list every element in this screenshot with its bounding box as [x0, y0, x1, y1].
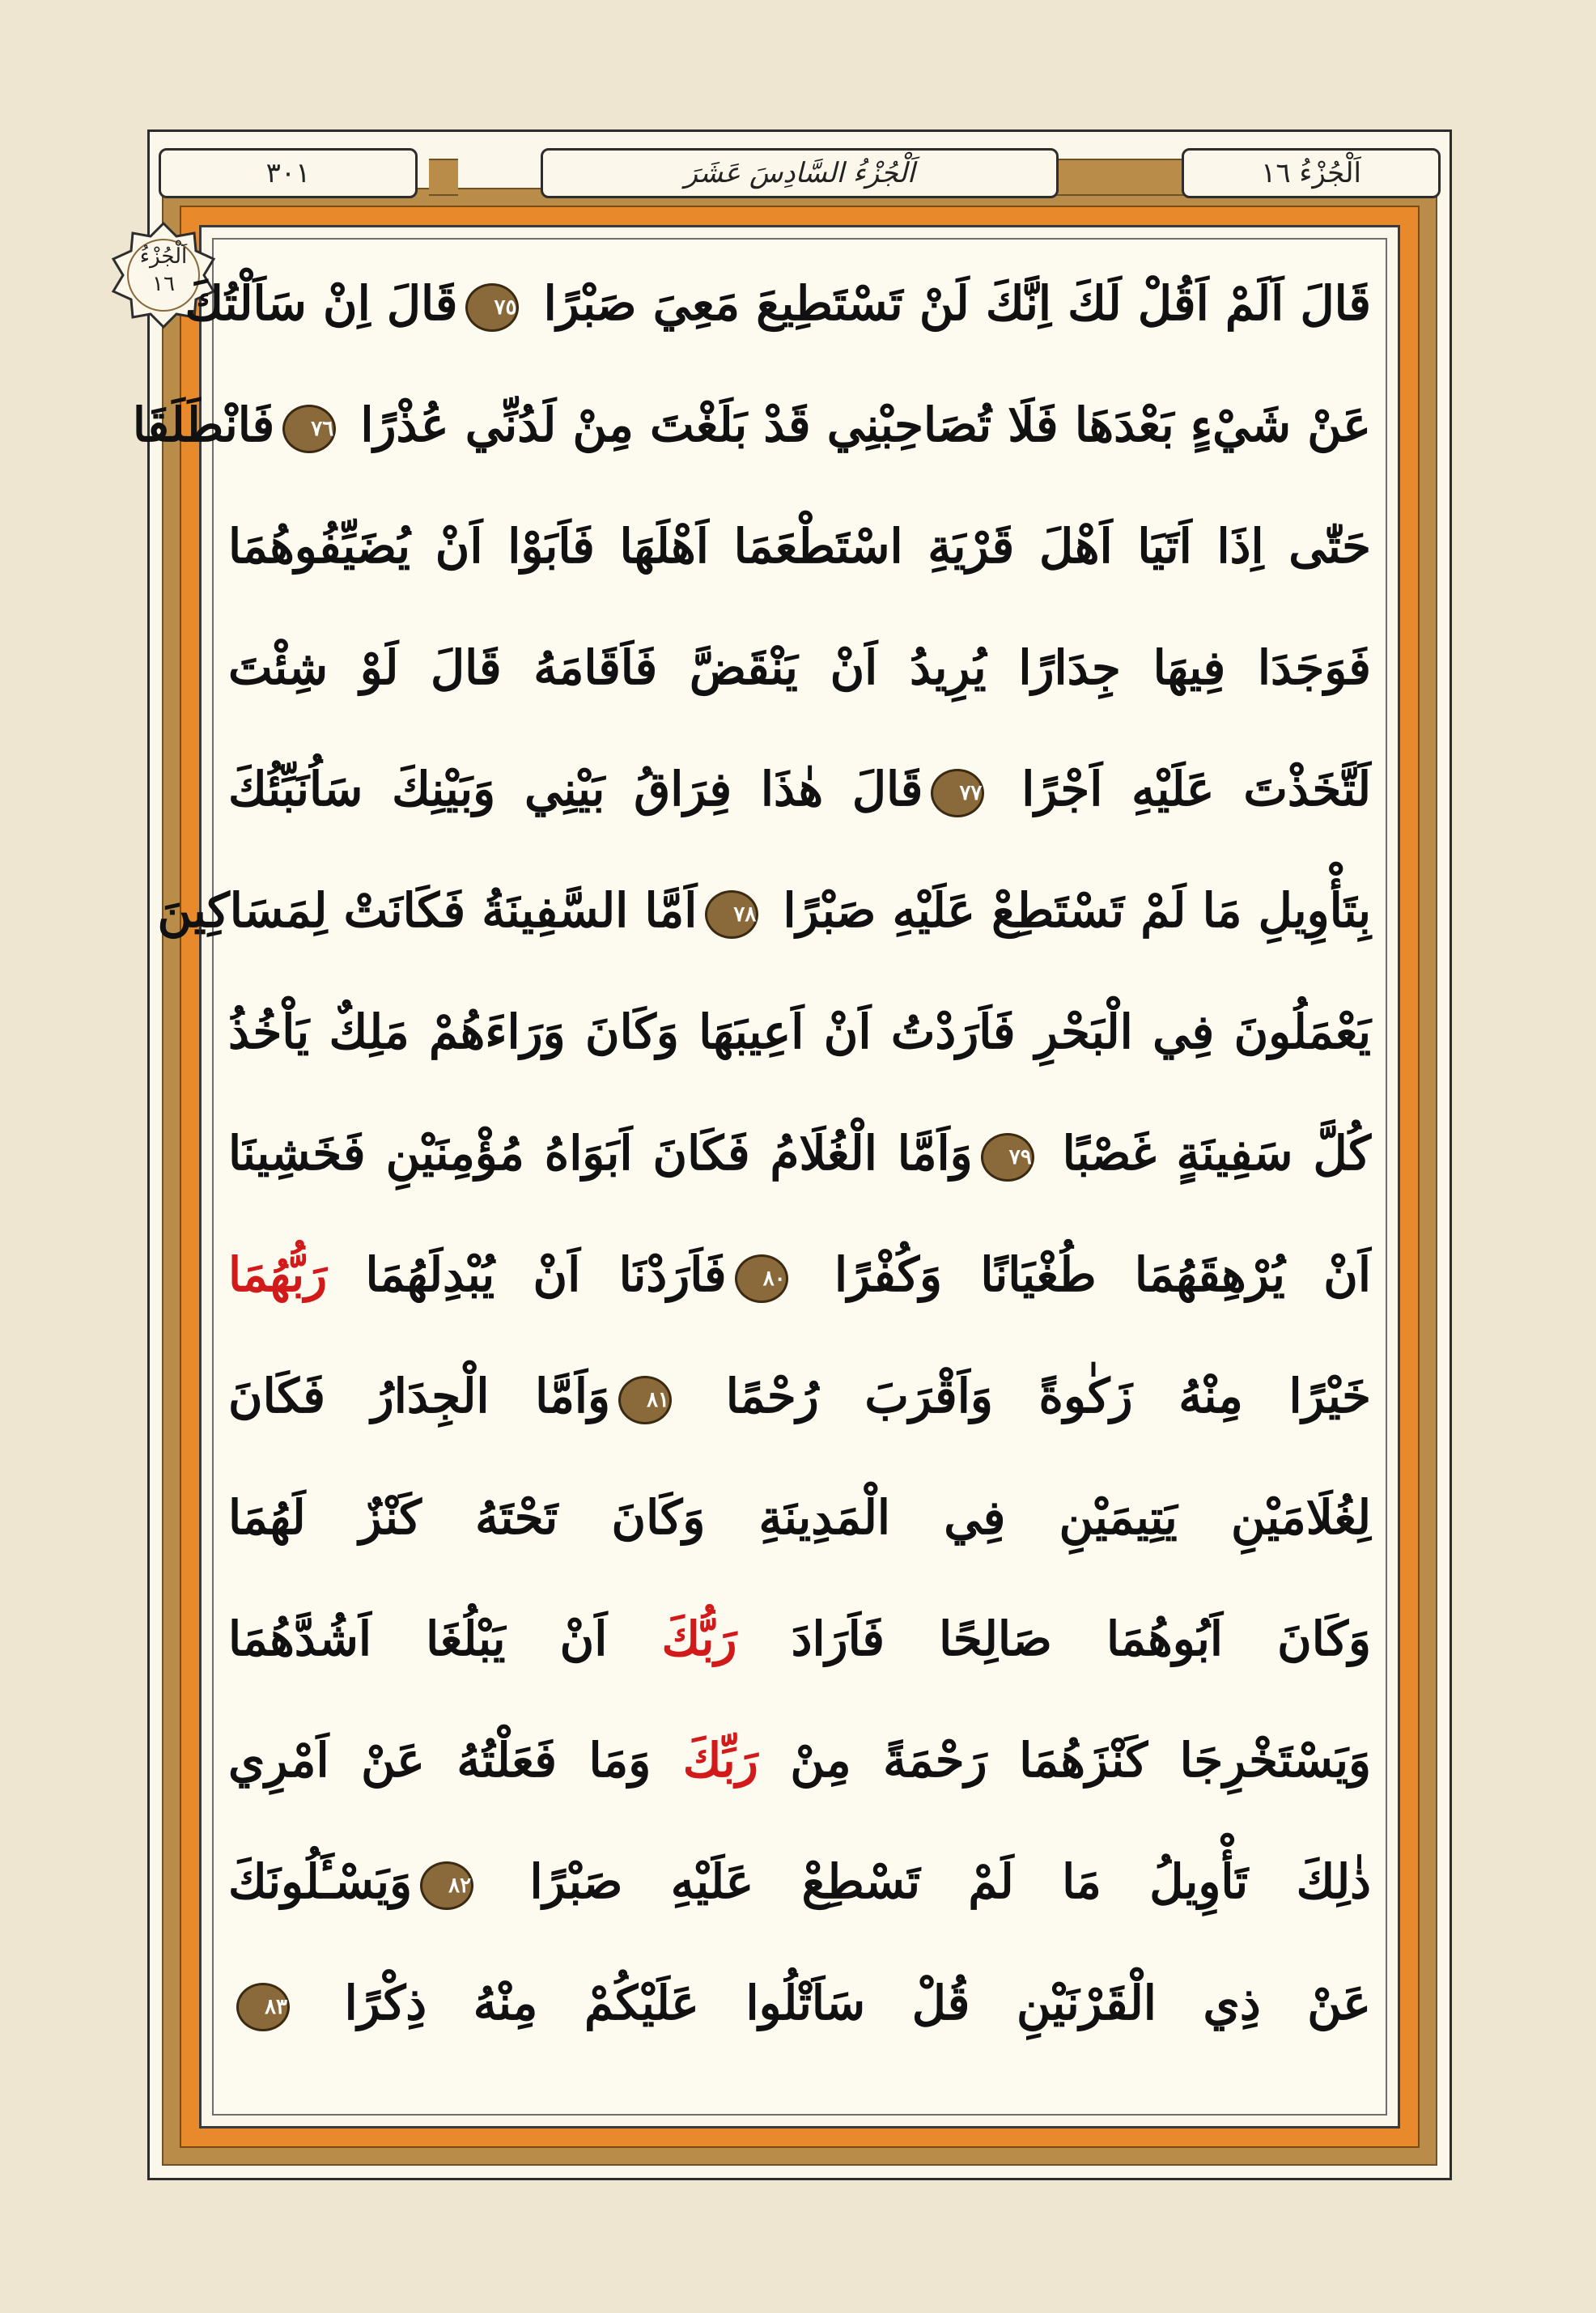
verse-line — [228, 971, 1371, 1093]
verse-text: بِتَأْوِيلِ مَا لَمْ تَسْتَطِعْ عَلَيْهِ صَبْرًا — [766, 882, 1371, 938]
verse-line — [228, 486, 1371, 607]
verse-line — [132, 364, 1371, 486]
verse-line-text — [228, 1611, 1371, 1666]
verse-line — [157, 850, 1371, 971]
verse-text: وَكَانَ اَبُوهُمَا صَالِحًا فَاَرَادَ — [736, 1611, 1371, 1666]
verse-line-text — [228, 1976, 1371, 2031]
juz-badge-number: ١٦ — [152, 272, 175, 296]
ayah-number-marker: ٨٢ — [420, 1861, 473, 1910]
verse-line — [228, 607, 1371, 728]
verse-text: اَمَّا السَّفِينَةُ فَكَانَتْ لِمَسَاكِينَ — [157, 882, 698, 938]
verse-text: فَانْطَلَقَا — [132, 397, 275, 452]
verse-line — [228, 1214, 1371, 1335]
ayah-number-marker: ٧٦ — [282, 405, 336, 453]
ayah-number-marker: ٨٠ — [735, 1254, 788, 1303]
verse-line — [185, 243, 1371, 364]
verse-line-text — [228, 1369, 1371, 1424]
verse-text: عَنْ ذِي الْقَرْنَيْنِ قُلْ سَاَتْلُوا عَلَيْكُمْ مِنْهُ ذِكْرًا — [298, 1975, 1371, 2031]
verse-line-text — [228, 1126, 1371, 1182]
ayah-number-marker: ٧٥ — [465, 283, 519, 332]
verse-text: وَيَسْتَخْرِجَا كَنْزَهُمَا رَحْمَةً مِنْ — [758, 1733, 1372, 1788]
verse-line-text — [228, 1004, 1371, 1059]
verse-text: اَنْ يَبْلُغَا اَشُدَّهُمَا — [228, 1611, 608, 1666]
highlighted-word: رَبُّكَ — [607, 1611, 737, 1666]
verse-line — [228, 1821, 1371, 1942]
verse-text: فَوَجَدَا فِيهَا جِدَارًا يُرِيدُ اَنْ يَنْقَضَّ فَاَقَامَهُ قَالَ لَوْ شِئْتَ — [228, 640, 1371, 695]
page-number: ٣٠١ — [159, 148, 418, 198]
verse-text: كُلَّ سَفِينَةٍ غَصْبًا — [1042, 1125, 1372, 1181]
ayah-number-marker: ٨٣ — [236, 1983, 290, 2031]
verse-line — [228, 1335, 1371, 1457]
highlighted-word: رَبِّكَ — [651, 1733, 758, 1788]
verse-line-text — [228, 519, 1371, 574]
verse-line-text — [132, 397, 1371, 453]
verse-line-text — [157, 882, 1371, 939]
verse-text: حَتّٰى اِذَا اَتَيَا اَهْلَ قَرْيَةِ اسْتَطْعَمَا اَهْلَهَا فَاَبَوْا اَنْ يُضَيِّفُوهُمَا — [228, 519, 1371, 574]
verse-text: اَنْ يُرْهِقَهُمَا طُغْيَانًا وَكُفْرًا — [796, 1246, 1371, 1302]
ayah-number-marker: ٧٨ — [705, 890, 758, 939]
verse-text: قَالَ اَلَمْ اَقُلْ لَكَ اِنَّكَ لَنْ تَسْتَطِيعَ مَعِيَ صَبْرًا — [527, 275, 1371, 331]
verse-text: وَاَمَّا الْغُلَامُ فَكَانَ اَبَوَاهُ مُؤْمِنَيْنِ فَخَشِينَا — [228, 1125, 973, 1181]
verse-text: يَعْمَلُونَ فِي الْبَحْرِ فَاَرَدْتُ اَنْ اَعِيبَهَا وَكَانَ وَرَاءَهُمْ مَلِكٌ يَاْخُذُ — [228, 1004, 1371, 1059]
verse-line-text — [228, 1490, 1371, 1545]
verse-text: لَتَّخَذْتَ عَلَيْهِ اَجْرًا — [992, 761, 1371, 817]
verse-text: وَمَا فَعَلْتُهُ عَنْ اَمْرِي — [228, 1733, 652, 1788]
verse-line — [228, 1942, 1371, 2064]
verse-line-text — [228, 762, 1371, 817]
verse-line-text — [228, 1854, 1371, 1910]
verse-line-text — [228, 640, 1371, 695]
verse-line — [228, 1700, 1371, 1821]
verse-text: وَاَمَّا الْجِدَارُ فَكَانَ — [228, 1368, 611, 1424]
verse-line — [228, 728, 1371, 850]
juz-title: اَلْجُزْءُ السَّادِسَ عَشَرَ — [541, 148, 1059, 198]
verse-text: وَيَسْـَٔلُونَكَ — [228, 1853, 413, 1909]
verse-line — [228, 1093, 1371, 1214]
page-header — [147, 129, 1452, 202]
verse-line — [228, 1457, 1371, 1578]
verse-line-text — [185, 275, 1371, 332]
ayah-number-marker: ٧٩ — [981, 1133, 1034, 1182]
verse-line-text — [228, 1247, 1371, 1303]
verse-text: قَالَ هٰذَا فِرَاقُ بَيْنِي وَبَيْنِكَ سَاُنَبِّئُكَ — [228, 761, 923, 817]
verse-line-text — [228, 1733, 1371, 1788]
juz-badge-word: اَلْجُزْءُ — [139, 244, 188, 269]
verse-text: لِغُلَامَيْنِ يَتِيمَيْنِ فِي الْمَدِينَةِ وَكَانَ تَحْتَهُ كَنْزٌ لَهُمَا — [228, 1490, 1371, 1545]
juz-number-label: اَلْجُزْءُ ١٦ — [1182, 148, 1441, 198]
verse-text: قَالَ اِنْ سَاَلْتُكَ — [185, 275, 458, 331]
verse-text: ذٰلِكَ تَأْوِيلُ مَا لَمْ تَسْطِعْ عَلَيْهِ صَبْرًا — [482, 1853, 1371, 1909]
verse-text: عَنْ شَيْءٍ بَعْدَهَا فَلَا تُصَاحِبْنِي قَدْ بَلَغْتَ مِنْ لَدُنِّي عُذْرًا — [344, 397, 1371, 452]
highlighted-word: رَبُّهُمَا — [228, 1246, 328, 1302]
ayah-number-marker: ٧٧ — [931, 769, 984, 817]
verse-text: فَاَرَدْنَا اَنْ يُبْدِلَهُمَا — [327, 1246, 727, 1302]
verse-text: خَيْرًا مِنْهُ زَكٰوةً وَاَقْرَبَ رُحْمًا — [680, 1368, 1372, 1424]
ayah-number-marker: ٨١ — [618, 1376, 672, 1424]
verse-line — [228, 1578, 1371, 1700]
